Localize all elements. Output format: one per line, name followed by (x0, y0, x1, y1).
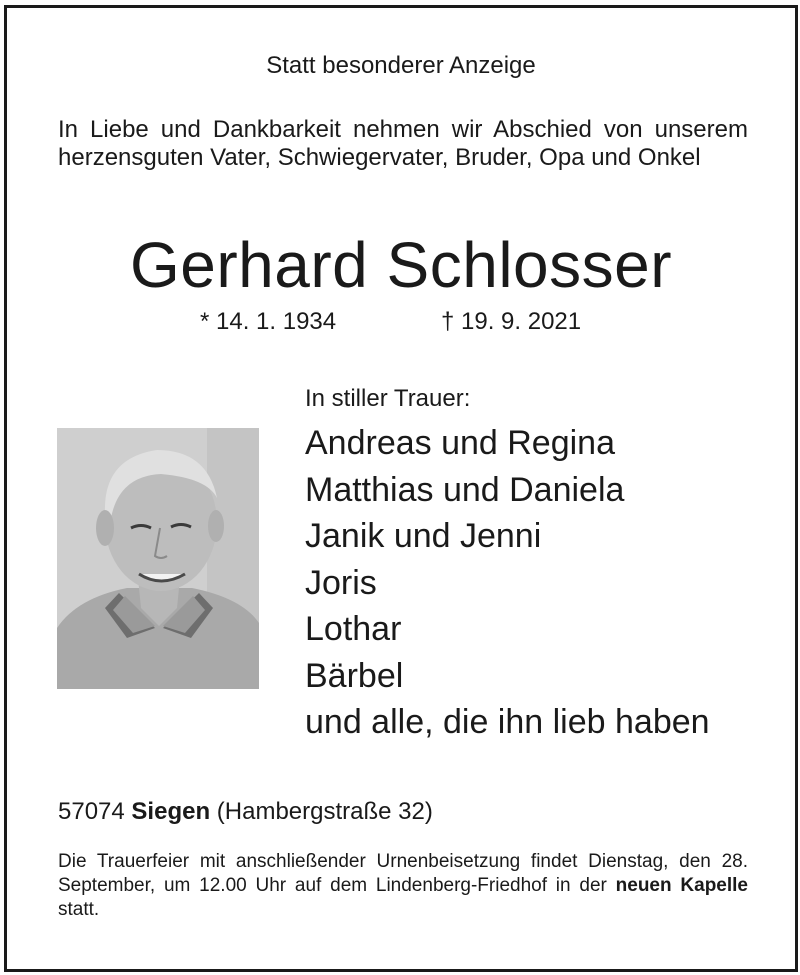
notice-text-end: statt. (58, 899, 100, 920)
postal-code: 57074 (58, 798, 125, 825)
intro-text: In Liebe und Dankbarkeit nehmen wir Abschied von unserem herzensguten Vater, Schwiegervater, Bruder, Opa und Onkel (58, 116, 748, 171)
address (58, 798, 433, 826)
street: (Hambergstraße 32) (216, 798, 433, 825)
city: Siegen (131, 798, 211, 825)
mourner-name: Lothar (305, 610, 402, 648)
mourning-label: In stiller Trauer: (305, 385, 471, 412)
obituary-notice (4, 5, 798, 972)
mourner-name: Bärbel (305, 656, 404, 695)
notice-location: neuen Kapelle (615, 875, 748, 896)
death-date: † 19. 9. 2021 (441, 308, 582, 335)
mourner-name: Joris (305, 563, 377, 602)
portrait-photo-icon (57, 428, 259, 689)
portrait-photo (57, 428, 259, 689)
mourner-name: Andreas und Regina (305, 424, 616, 462)
funeral-notice (58, 850, 748, 922)
mourner-name: Matthias und Daniela (305, 470, 625, 509)
notice-text: Die Trauerfeier mit anschließender Urnenbeisetzung findet Dienstag, den 28. September, um 12.00 Uhr auf dem Lindenberg-Friedhof in der (58, 851, 748, 896)
birth-date: * 14. 1. 1934 (200, 308, 337, 335)
mourner-name: Janik und Jenni (305, 517, 542, 555)
mourners-list (305, 420, 710, 746)
deceased-name: Gerhard Schlosser (129, 229, 673, 301)
header-text: Statt besonderer Anzeige (266, 52, 536, 79)
mourner-name: und alle, die ihn lieb haben (305, 703, 710, 741)
